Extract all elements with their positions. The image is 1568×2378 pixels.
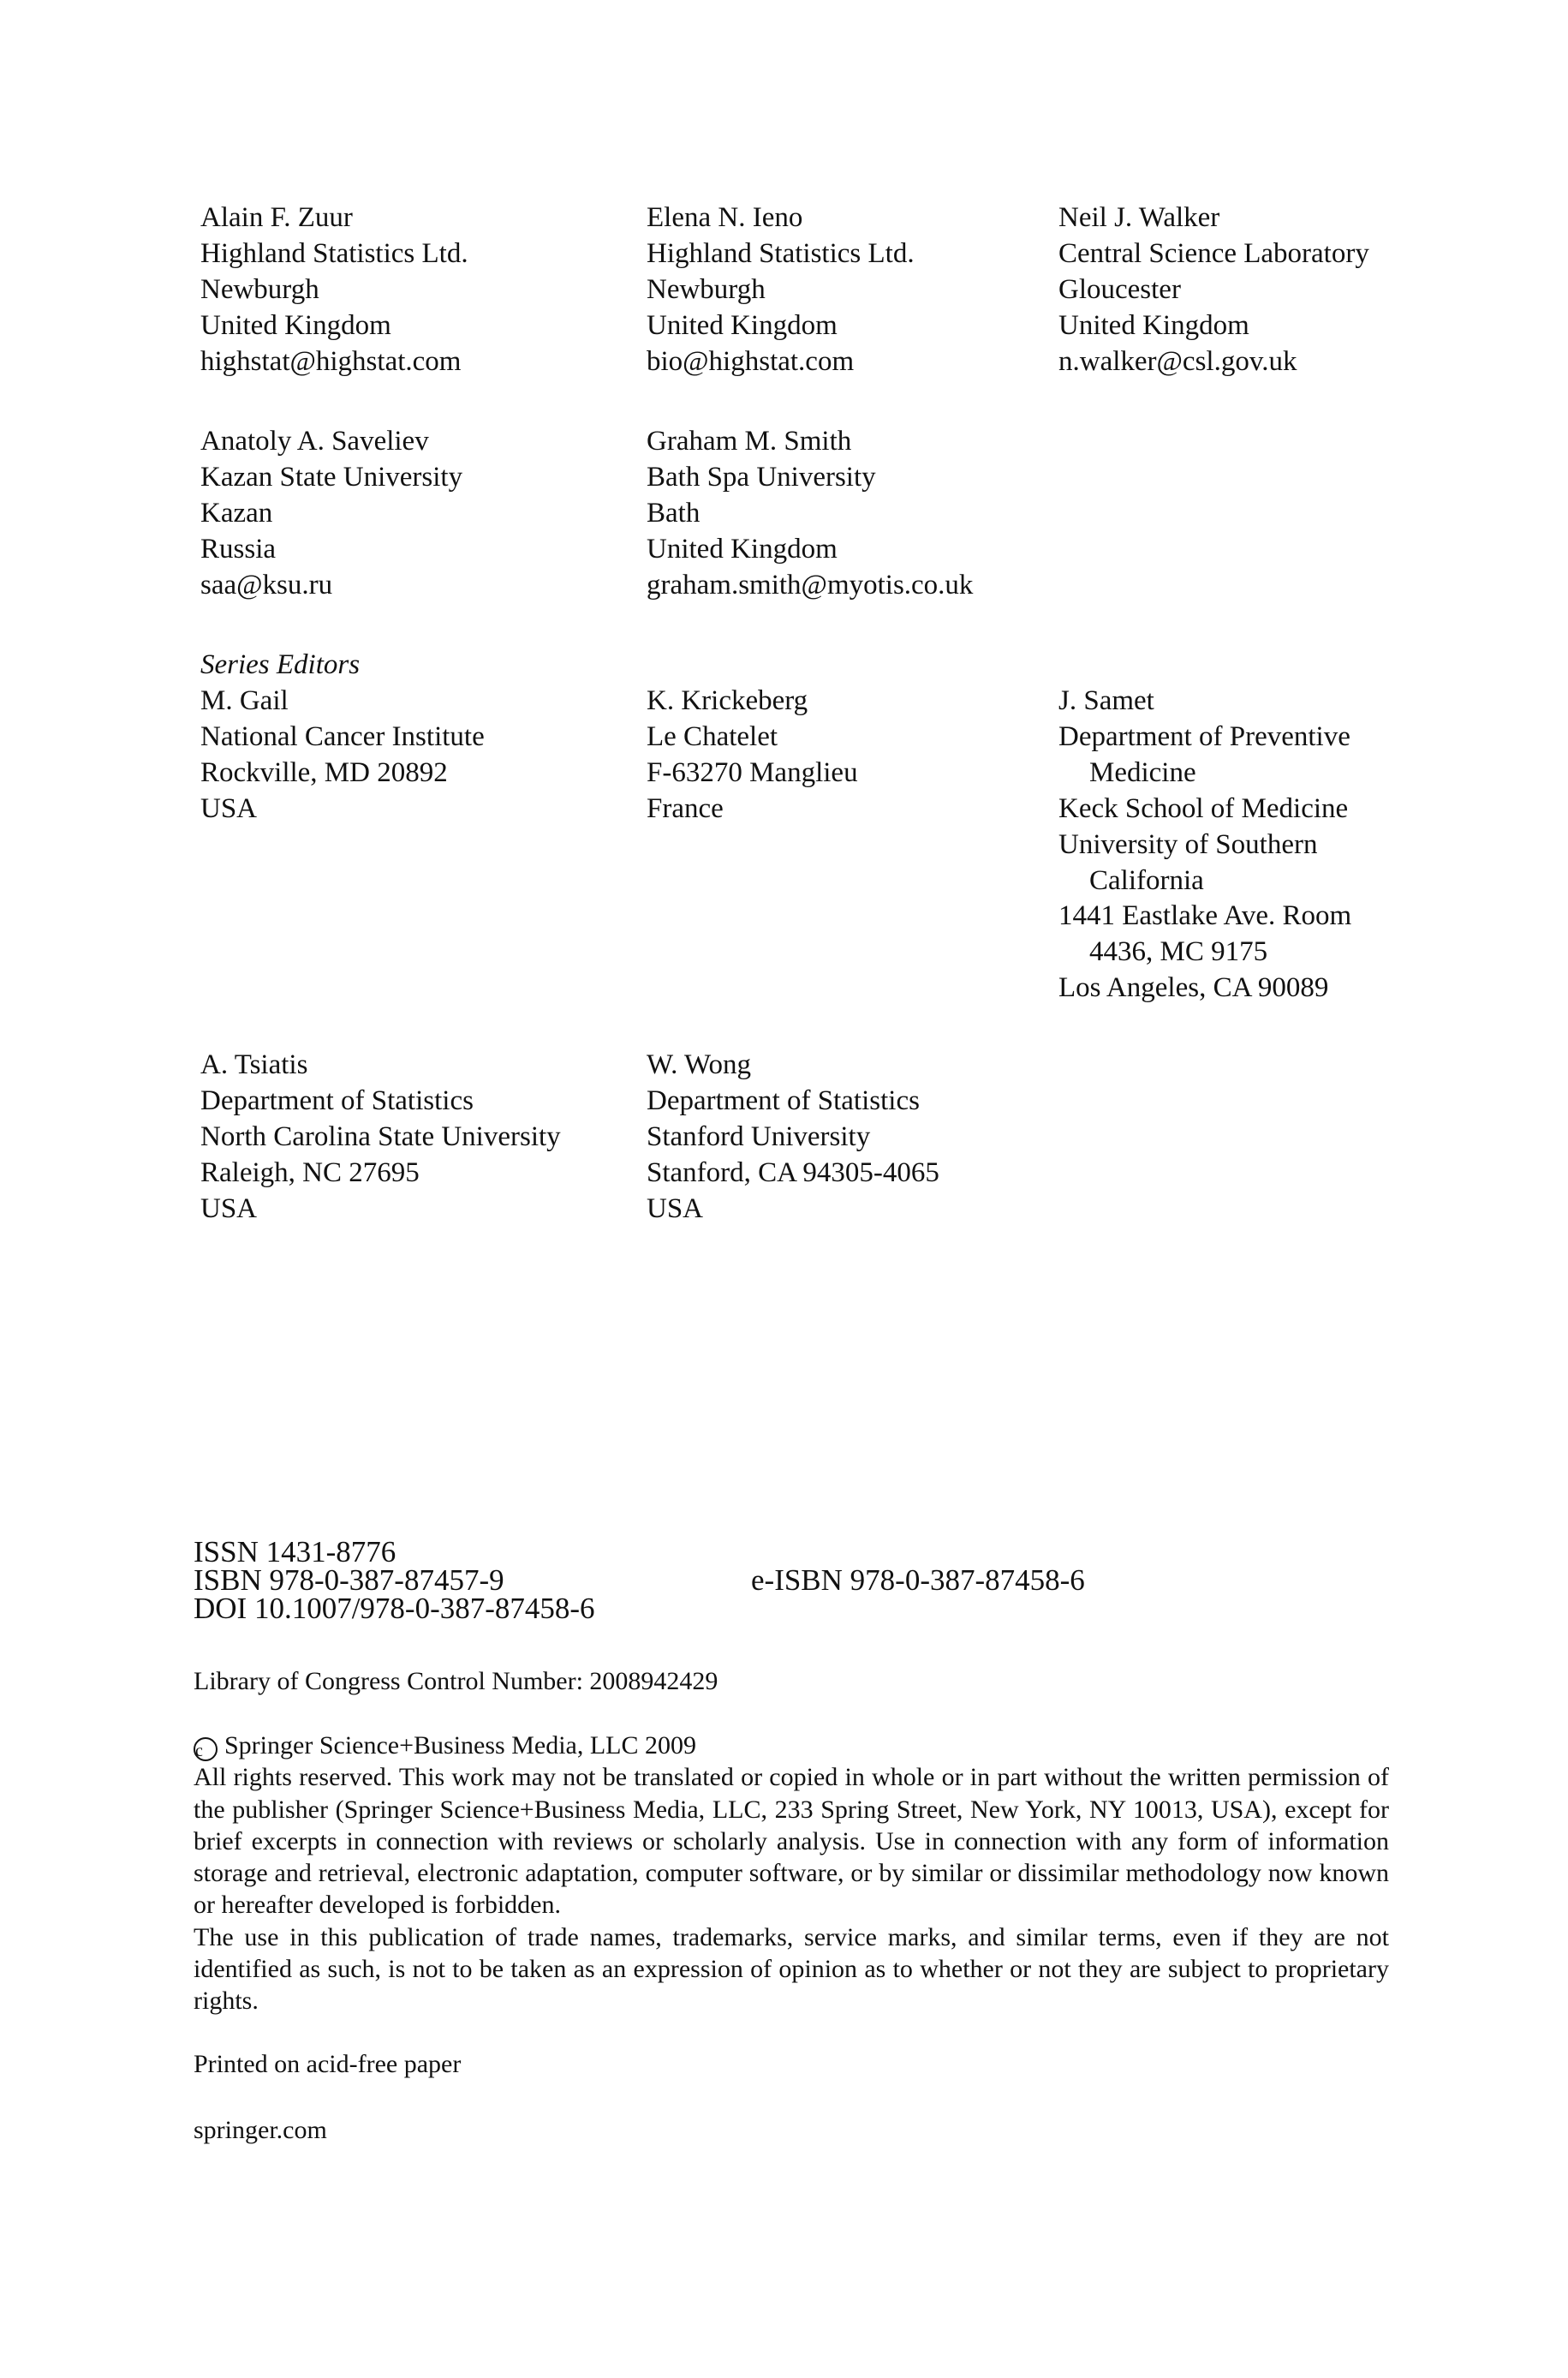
issn: ISSN 1431-8776 bbox=[194, 1535, 396, 1568]
city: Newburgh bbox=[647, 273, 766, 305]
university-cont: California bbox=[1089, 864, 1204, 896]
city: Rockville, MD 20892 bbox=[200, 756, 448, 788]
country: USA bbox=[200, 792, 258, 824]
author-name: Graham M. Smith bbox=[647, 426, 852, 457]
city: Gloucester bbox=[1058, 273, 1181, 305]
university: University of Southern bbox=[1058, 828, 1318, 860]
email: graham.smith@myotis.co.uk bbox=[647, 569, 974, 600]
series-editors-heading: Series Editors bbox=[200, 649, 361, 680]
website: springer.com bbox=[194, 2116, 327, 2144]
affiliation: Highland Statistics Ltd. bbox=[200, 237, 468, 269]
copyright-symbol: c bbox=[194, 1737, 218, 1761]
affiliation: National Cancer Institute bbox=[200, 720, 485, 752]
editor-samet bbox=[1058, 684, 1351, 1007]
editor-name: A. Tsiatis bbox=[200, 1049, 308, 1080]
editor-name: W. Wong bbox=[647, 1049, 752, 1080]
loc-control-number: Library of Congress Control Number: 2008942429 bbox=[194, 1667, 718, 1695]
copyright-text: Springer Science+Business Media, LLC 2009 bbox=[224, 1731, 697, 1760]
author-name: Anatoly A. Saveliev bbox=[200, 426, 429, 457]
country: France bbox=[647, 792, 724, 824]
editor-name: K. Krickeberg bbox=[647, 685, 808, 716]
city: Bath bbox=[647, 497, 701, 529]
editor-wong bbox=[647, 1048, 939, 1228]
trade-names-paragraph: The use in this publication of trade names, trademarks, service marks, and similar terms, even if they are not identified as such, is not to be taken as an expression of opinion as to whether or not they are subject to proprietary rights. bbox=[194, 1922, 1389, 2016]
affiliation: Highland Statistics Ltd. bbox=[647, 237, 915, 269]
author-ieno bbox=[647, 200, 915, 380]
author-zuur bbox=[200, 200, 468, 380]
city: Los Angeles, CA 90089 bbox=[1058, 972, 1329, 1004]
department: Department of Statistics bbox=[200, 1084, 474, 1116]
country: United Kingdom bbox=[1058, 309, 1249, 341]
country: United Kingdom bbox=[647, 533, 838, 565]
country: USA bbox=[647, 1192, 704, 1224]
school: Keck School of Medicine bbox=[1058, 792, 1349, 824]
affiliation: Bath Spa University bbox=[647, 461, 876, 493]
author-name: Alain F. Zuur bbox=[200, 202, 353, 233]
email: highstat@highstat.com bbox=[200, 345, 462, 377]
author-walker bbox=[1058, 200, 1369, 380]
rights-paragraph: All rights reserved. This work may not be translated or copied in whole or in part without the written permission of the publisher (Springer Science+Business Media, LLC, 233 Spring Street, New York, NY 10013, USA), except for brief excerpts in connection with reviews or scholarly analysis. Use in connection with any form of information storage and retrieval, electronic adaptation, computer software, or by similar or dissimilar methodology now known or hereafter developed is forbidden. bbox=[194, 1763, 1389, 1920]
country: United Kingdom bbox=[200, 309, 391, 341]
affiliation: Central Science Laboratory bbox=[1058, 237, 1369, 269]
street-cont: 4436, MC 9175 bbox=[1089, 936, 1268, 968]
city: Kazan bbox=[200, 497, 273, 529]
email: saa@ksu.ru bbox=[200, 569, 333, 600]
department-cont: Medicine bbox=[1089, 756, 1196, 788]
department: Department of Preventive bbox=[1058, 720, 1350, 752]
editor-name: J. Samet bbox=[1058, 685, 1154, 716]
doi: DOI 10.1007/978-0-387-87458-6 bbox=[194, 1592, 595, 1625]
affiliation: Kazan State University bbox=[200, 461, 463, 493]
editor-gail bbox=[200, 648, 485, 828]
copyright-line bbox=[194, 1730, 1389, 1761]
editor-krickeberg bbox=[647, 684, 858, 828]
editor-name: M. Gail bbox=[200, 684, 289, 716]
city: Newburgh bbox=[200, 273, 319, 305]
university: North Carolina State University bbox=[200, 1120, 561, 1152]
email: n.walker@csl.gov.uk bbox=[1058, 345, 1297, 377]
city: Raleigh, NC 27695 bbox=[200, 1156, 420, 1188]
identifiers bbox=[194, 1535, 595, 1625]
country: United Kingdom bbox=[647, 309, 838, 341]
affiliation: Le Chatelet bbox=[647, 720, 778, 752]
eisbn: e-ISBN 978-0-387-87458-6 bbox=[751, 1563, 1085, 1597]
city: Stanford, CA 94305-4065 bbox=[647, 1156, 939, 1188]
printed-note: Printed on acid-free paper bbox=[194, 2050, 462, 2078]
author-name: Elena N. Ieno bbox=[647, 202, 803, 233]
author-name: Neil J. Walker bbox=[1058, 202, 1220, 233]
country: USA bbox=[200, 1192, 258, 1224]
country: Russia bbox=[200, 533, 277, 565]
university: Stanford University bbox=[647, 1120, 871, 1152]
street: 1441 Eastlake Ave. Room bbox=[1058, 900, 1352, 932]
department: Department of Statistics bbox=[647, 1084, 920, 1116]
email: bio@highstat.com bbox=[647, 345, 855, 377]
city: F-63270 Manglieu bbox=[647, 756, 858, 788]
copyright-block bbox=[194, 1730, 1389, 2017]
isbn: ISBN 978-0-387-87457-9 bbox=[194, 1563, 504, 1597]
author-smith bbox=[647, 424, 973, 604]
author-saveliev bbox=[200, 424, 462, 604]
editor-tsiatis bbox=[200, 1048, 561, 1228]
